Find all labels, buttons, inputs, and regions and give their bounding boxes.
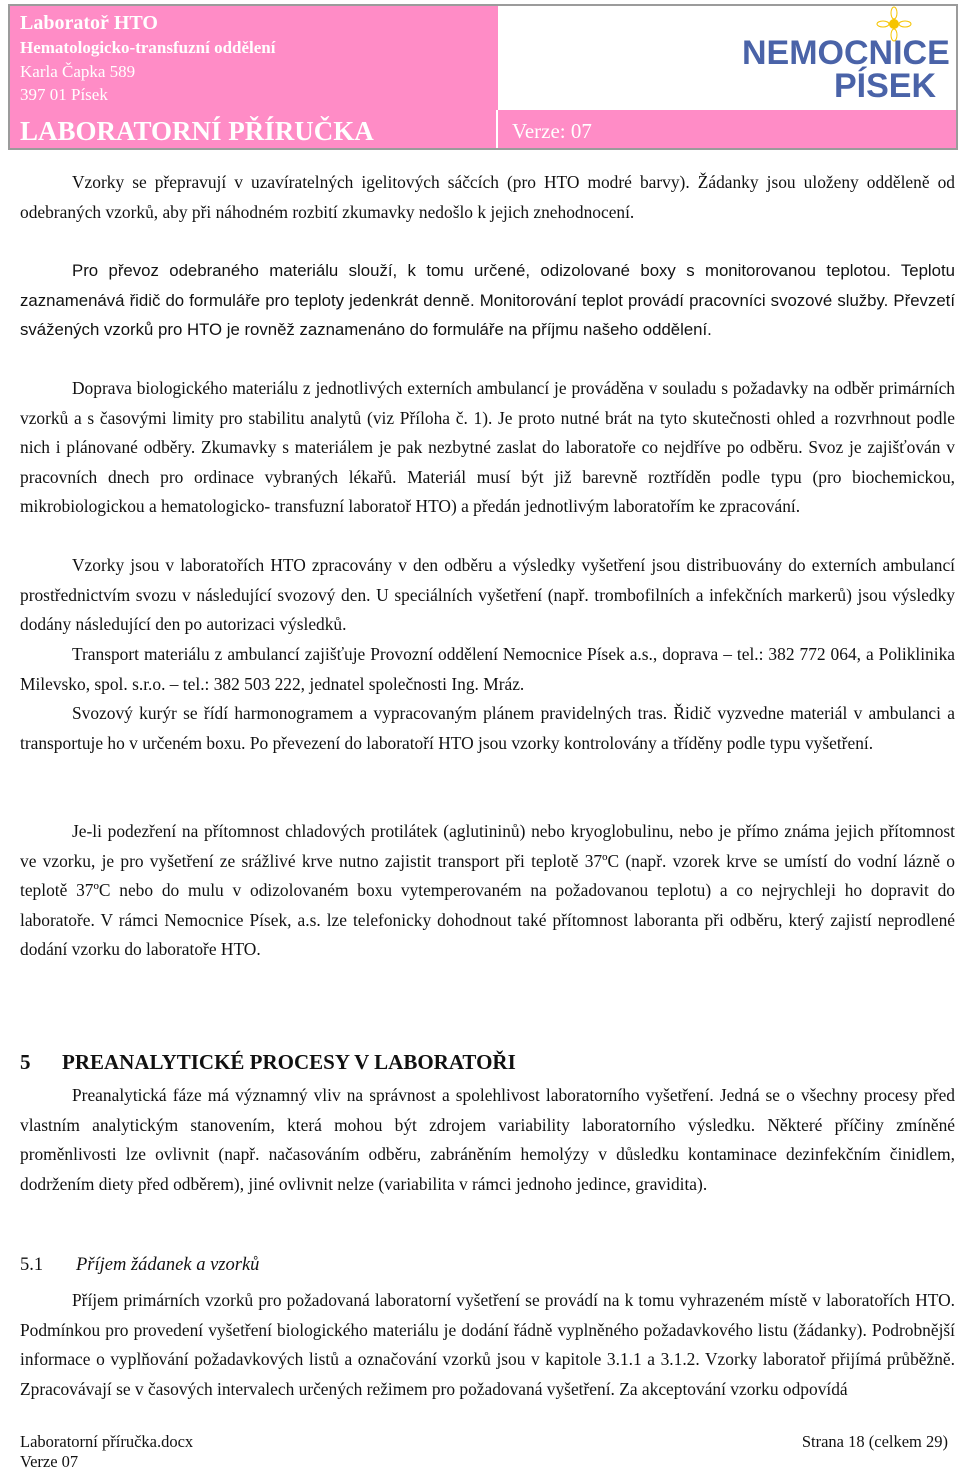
lab-address-block bbox=[10, 6, 498, 110]
paragraph-transport-boxes: Pro převoz odebraného materiálu slouží, k tomu určené, odizolované boxy s monitorovanou teplotou. Teplotu zaznamenává řidič do formuláře pro teploty jedenkrát denně. Monitorování teplot provádí pracovníci svozové služby. Převzetí svážených vzorků pro HTO je rovněž zaznamenáno do formuláře na příjmu našeho oddělení. bbox=[20, 261, 955, 339]
footer-page-number: Strana 18 (celkem 29) bbox=[801, 1432, 948, 1451]
paragraph-cold-antibodies: Je-li podezření na přítomnost chladových protilátek (aglutininů) nebo kryoglobulinu, nebo je přímo známa jejich přítomnost ve vzorku, je pro vyšetření ze srážlivé krve nutno zajistit transport při teplotě 37ºC (např. vzorek krve se umístí do vodní lázně o teplotě 37ºC nebo do mulu v odizolovaném boxu vytemperovaném na požadovanou teplotu) a co nejrychleji ho dopravit do laboratoře. V rámci Nemocnice Písek, a.s. lze telefonicky dohodnout také přítomnost laboranta při odběru, který zajistí neprodlené dodání vzorku do laboratoře HTO. bbox=[20, 821, 955, 959]
paragraph-sample-reception: Příjem primárních vzorků pro požadovaná laboratorní vyšetření se provádí na k tomu vyhrazeném místě v laboratořích HTO. Podmínkou pro provedení vyšetření biologického materiálu je dodání řádně vyplněného požadavkového listu (žádanky). Podrobnější informace o vyplňování požadavkových listů a označování vzorků jsou v kapitole 3.1.1 a 3.1.2. Vzorky laboratoř přijímá průběžně. Zpracovávají se v časových intervalech určených režimem pro požadovaná vyšetření. Za akceptování vzorku odpovídá bbox=[20, 1290, 955, 1399]
document-version: Verze: 07 bbox=[498, 110, 956, 148]
paragraph-sample-bags: Vzorky se přepravují v uzavíratelných igelitových sáčcích (pro HTO modré barvy). Žádanky jsou uloženy odděleně od odebraných vzorků, aby při náhodném rozbití zkumavky nedošlo k jejich znehodnocení. bbox=[20, 172, 955, 222]
section-title: PREANALYTICKÉ PROCESY V LABORATOŘI bbox=[62, 1050, 516, 1074]
page-header bbox=[8, 4, 958, 150]
lab-name: Laboratoř HTO bbox=[20, 12, 158, 34]
logo-line1: NEMOCNICE bbox=[742, 34, 950, 72]
subsection-number: 5.1 bbox=[20, 1255, 44, 1275]
logo-line2: PÍSEK bbox=[834, 67, 937, 105]
paragraph-external-transport: Doprava biologického materiálu z jednotlivých externích ambulancí je prováděna v souladu s požadavky na odběr primárních vzorků a s časovými limity pro stabilitu analytů (viz Příloha č. 1). Je proto nutné brát na tyto skutečnosti ohled a rozvrhnout podle nich i plánované odběry. Zkumavky s materiálem je pak nezbytné zaslat do laboratoře co nejdříve po odběru. Svoz je zajišťován v pracovních dnech pro ordinace vybraných lékařů. Materiál musí být již barevně roztříděn podle typu (pro biochemickou, mikrobiologickou a hematologicko- transfuzní laboratoř HTO) a předán jednotlivým laboratořím ke zpracování. bbox=[20, 378, 955, 516]
subsection-heading bbox=[20, 1252, 259, 1278]
section-number: 5 bbox=[20, 1050, 31, 1074]
subsection-title: Příjem žádanek a vzorků bbox=[76, 1255, 260, 1275]
footer-version: Verze 07 bbox=[20, 1452, 79, 1471]
logo-graphic bbox=[498, 6, 956, 110]
street-address: Karla Čapka 589 bbox=[20, 62, 136, 81]
paragraph-preanalytic: Preanalytická fáze má významný vliv na správnost a spolehlivost laboratorního vyšetření. Jedná se o všechny procesy před vlastním analytickým stanovením, která mohou být zdrojem variability laboratorního výsledku. Některé příčiny zmíněné proměnlivosti lze ovlivnit (např. načasováním odběru, zabráněním hemolýzy v důsledku kontaminace dezinfekčním činidlem, dodržením diety před odběrem), jiné ovlivnit nelze (variabilita v rámci jednoho jedince, gravidita). bbox=[20, 1085, 955, 1194]
hospital-logo bbox=[498, 6, 956, 110]
document-title: LABORATORNÍ PŘÍRUČKA bbox=[10, 110, 498, 148]
paragraph-courier: Svozový kurýr se řídí harmonogramem a vypracovaným plánem pravidelných tras. Řidič vyzvedne materiál v ambulanci a transportuje ho v určeném boxu. Po převezení do laboratoří HTO jsou vzorky kontrolovány a tříděny podle typu vyšetření. bbox=[20, 703, 955, 753]
paragraph-results-distribution: Vzorky jsou v laboratořích HTO zpracovány v den odběru a výsledky vyšetření jsou distribuovány do externích ambulancí prostřednictvím svozu v následující svozový den. U speciálních vyšetření (např. trombofilních a infekčních markerů) jsou výsledky dodány následující den po autorizaci výsledků. bbox=[20, 555, 955, 634]
page-footer-left bbox=[20, 1432, 193, 1472]
city-address: 397 01 Písek bbox=[20, 85, 108, 104]
section-heading bbox=[20, 1048, 516, 1076]
department-name: Hematologicko-transfuzní oddělení bbox=[20, 38, 276, 57]
footer-filename: Laboratorní příručka.docx bbox=[20, 1432, 194, 1451]
paragraph-transport-contacts: Transport materiálu z ambulancí zajišťuje Provozní oddělení Nemocnice Písek a.s., doprava – tel.: 382 772 064, a Poliklinika Milevsko, spol. s.r.o. – tel.: 382 503 222, jednatel společnosti Ing. Mráz. bbox=[20, 644, 955, 694]
